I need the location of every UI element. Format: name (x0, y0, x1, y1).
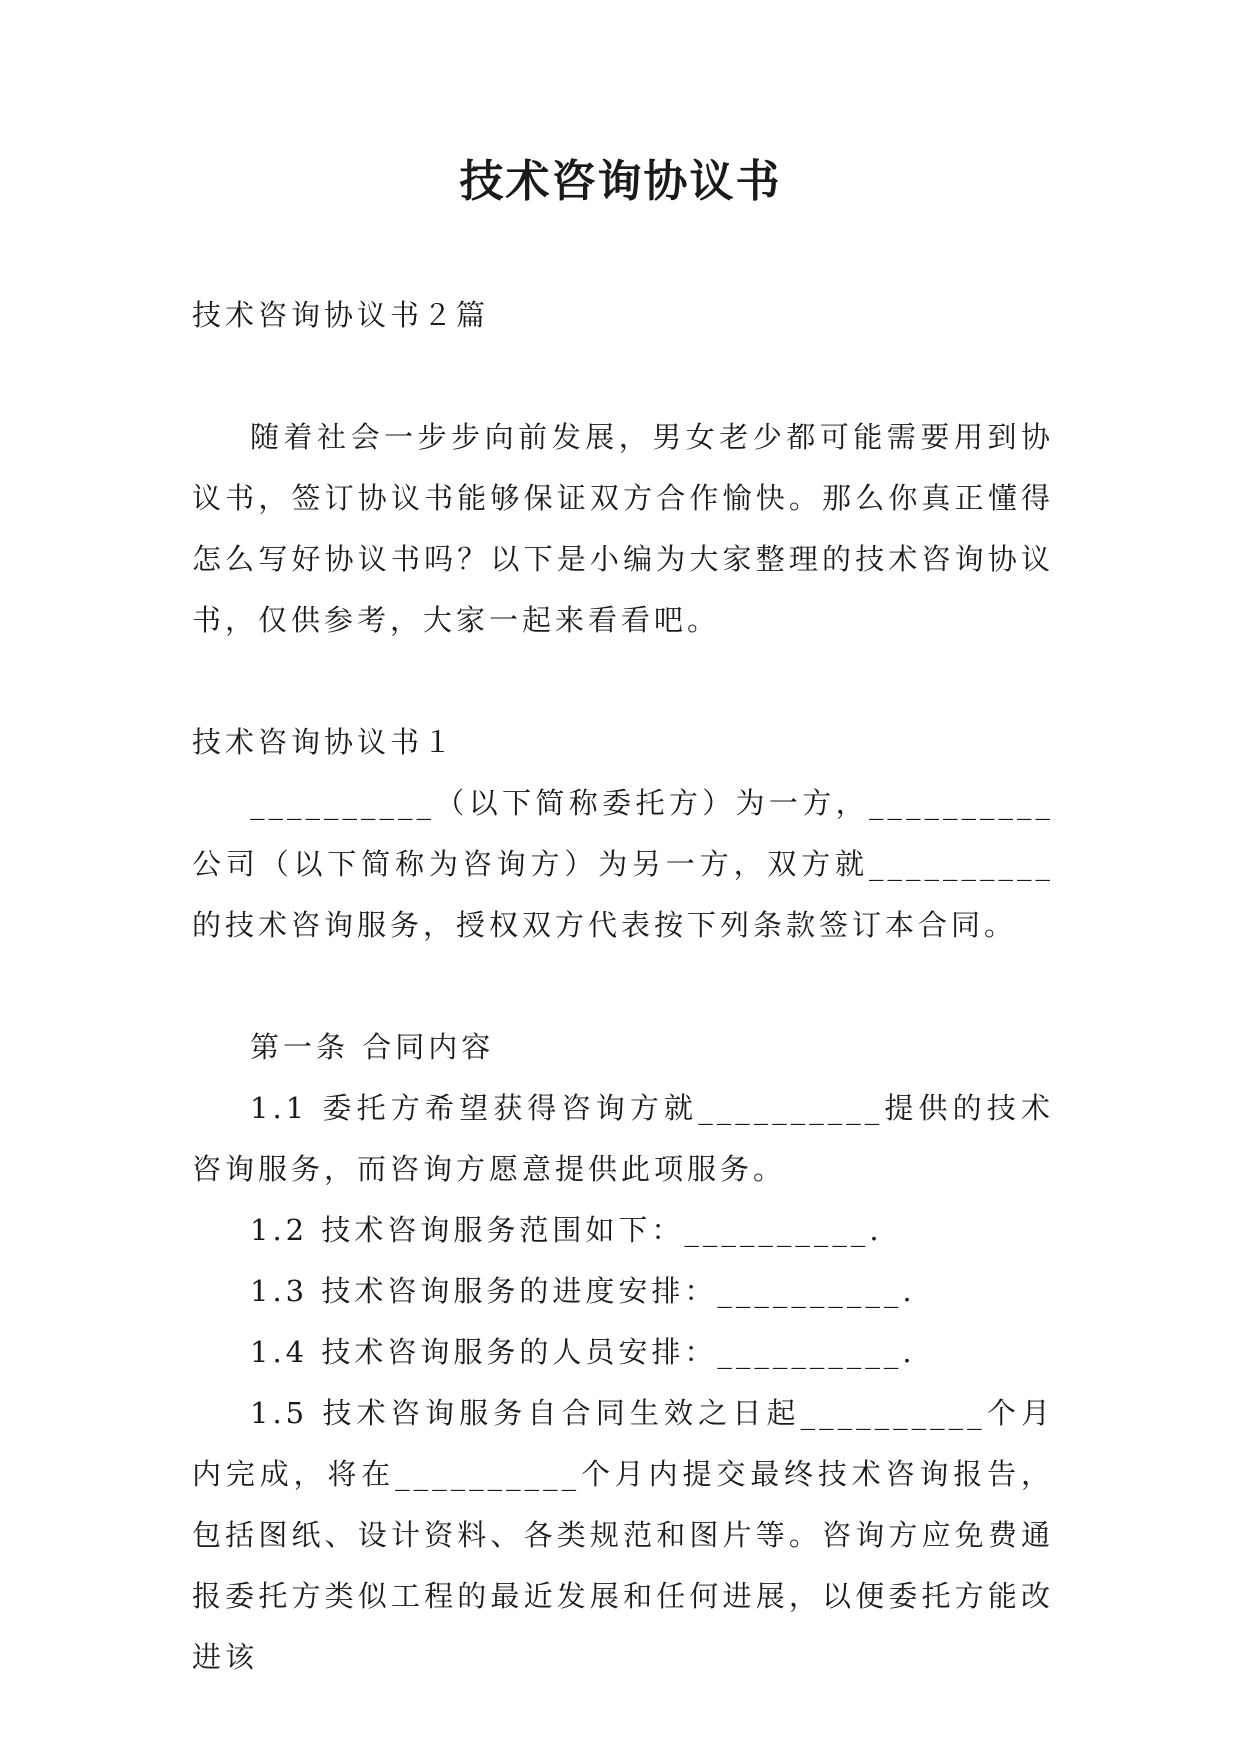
document-body (192, 285, 1054, 1688)
clause-paragraph: 1.5 技术咨询服务自合同生效之日起__________个月内完成，将在__________个月内提交最终技术咨询报告，包括图纸、设计资料、各类规范和图片等。咨询方应免费通报委托方类似工程的最近发展和任何进展，以便委托方能改进该 (192, 1396, 1054, 1674)
clause-paragraph: 1.3 技术咨询服务的进度安排：__________. (250, 1274, 916, 1308)
clause-paragraph: 1.4 技术咨询服务的人员安排：__________. (250, 1335, 916, 1369)
section-heading: 技术咨询协议书１ (192, 725, 457, 759)
paragraph-gap (192, 651, 1054, 712)
document-subtitle: 技术咨询协议书２篇 (192, 298, 490, 332)
paragraph-gap (192, 956, 1054, 1017)
document-title: 技术咨询协议书 (459, 156, 782, 207)
article-heading: 第一条 合同内容 (250, 1030, 495, 1064)
intro-paragraph: 随着社会一步步向前发展，男女老少都可能需要用到协议书，签订协议书能够保证双方合作愉快。那么你真正懂得怎么写好协议书吗？以下是小编为大家整理的技术咨询协议书，仅供参考，大家一起来看看吧。 (192, 420, 1054, 637)
clause-paragraph: 1.2 技术咨询服务范围如下：__________. (250, 1213, 883, 1247)
paragraph-gap (192, 346, 1054, 407)
clause-paragraph: 1.1 委托方希望获得咨询方就__________提供的技术咨询服务，而咨询方愿意提供此项服务。 (192, 1091, 1054, 1186)
parties-paragraph: __________（以下简称委托方）为一方，__________公司（以下简称为咨询方）为另一方，双方就__________的技术咨询服务，授权双方代表按下列条款签订本合同。 (192, 786, 1054, 942)
